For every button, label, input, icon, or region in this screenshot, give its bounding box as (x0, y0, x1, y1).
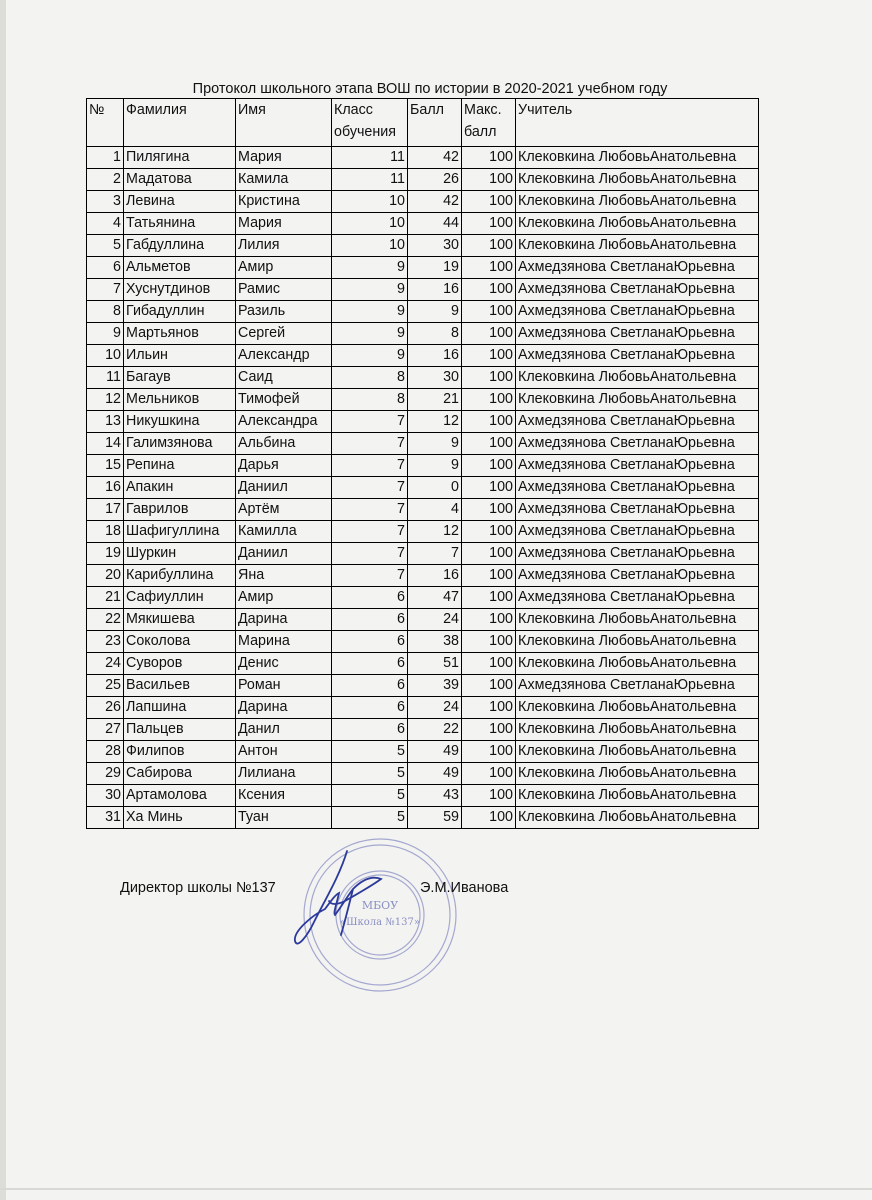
table-row (87, 565, 759, 587)
cell-max-score: 100 (462, 323, 516, 345)
cell-class: 9 (332, 323, 408, 345)
cell-max-score: 100 (462, 279, 516, 301)
cell-num: 21 (87, 587, 124, 609)
cell-score: 9 (408, 301, 462, 323)
header-class-line2: обучения (334, 124, 396, 140)
cell-class: 7 (332, 455, 408, 477)
cell-score: 44 (408, 213, 462, 235)
cell-max-score: 100 (462, 367, 516, 389)
cell-num: 10 (87, 345, 124, 367)
cell-score: 24 (408, 697, 462, 719)
cell-last-name: Гибадуллин (124, 301, 236, 323)
header-score: Балл (408, 99, 462, 147)
cell-max-score: 100 (462, 675, 516, 697)
cell-class: 10 (332, 235, 408, 257)
cell-class: 6 (332, 587, 408, 609)
cell-first-name: Александра (236, 411, 332, 433)
cell-class: 9 (332, 279, 408, 301)
cell-last-name: Ха Минь (124, 807, 236, 829)
table-header-row (87, 99, 759, 147)
cell-last-name: Мякишева (124, 609, 236, 631)
table-row (87, 763, 759, 785)
header-last-name: Фамилия (124, 99, 236, 147)
cell-class: 5 (332, 763, 408, 785)
cell-num: 7 (87, 279, 124, 301)
cell-score: 51 (408, 653, 462, 675)
cell-first-name: Антон (236, 741, 332, 763)
cell-teacher: Ахмедзянова СветланаЮрьевна (516, 257, 759, 279)
director-name: Э.М.Иванова (420, 880, 509, 896)
cell-last-name: Мартьянов (124, 323, 236, 345)
cell-last-name: Мельников (124, 389, 236, 411)
cell-class: 6 (332, 675, 408, 697)
cell-last-name: Карибуллина (124, 565, 236, 587)
page-edge (0, 0, 6, 1200)
table-row (87, 169, 759, 191)
cell-score: 16 (408, 565, 462, 587)
stamp-center-text-2: «Школа №137» (340, 917, 420, 928)
table-row (87, 213, 759, 235)
table-row (87, 411, 759, 433)
cell-teacher: Ахмедзянова СветланаЮрьевна (516, 477, 759, 499)
cell-first-name: Саид (236, 367, 332, 389)
cell-teacher: Ахмедзянова СветланаЮрьевна (516, 345, 759, 367)
cell-max-score: 100 (462, 191, 516, 213)
table-row (87, 279, 759, 301)
cell-class: 10 (332, 213, 408, 235)
cell-last-name: Сафиуллин (124, 587, 236, 609)
cell-last-name: Васильев (124, 675, 236, 697)
cell-last-name: Сабирова (124, 763, 236, 785)
cell-class: 6 (332, 653, 408, 675)
cell-first-name: Амир (236, 587, 332, 609)
header-class (332, 99, 408, 147)
table-row (87, 389, 759, 411)
cell-max-score: 100 (462, 147, 516, 169)
cell-teacher: Клековкина ЛюбовьАнатольевна (516, 367, 759, 389)
cell-score: 9 (408, 433, 462, 455)
table-row (87, 301, 759, 323)
cell-max-score: 100 (462, 433, 516, 455)
cell-last-name: Ильин (124, 345, 236, 367)
cell-class: 7 (332, 565, 408, 587)
cell-teacher: Ахмедзянова СветланаЮрьевна (516, 279, 759, 301)
cell-first-name: Камила (236, 169, 332, 191)
cell-num: 3 (87, 191, 124, 213)
cell-first-name: Туан (236, 807, 332, 829)
cell-teacher: Ахмедзянова СветланаЮрьевна (516, 301, 759, 323)
cell-score: 19 (408, 257, 462, 279)
cell-max-score: 100 (462, 411, 516, 433)
cell-max-score: 100 (462, 697, 516, 719)
cell-max-score: 100 (462, 235, 516, 257)
cell-last-name: Хуснутдинов (124, 279, 236, 301)
cell-class: 7 (332, 521, 408, 543)
cell-last-name: Суворов (124, 653, 236, 675)
cell-max-score: 100 (462, 785, 516, 807)
cell-first-name: Роман (236, 675, 332, 697)
handwritten-signature (285, 845, 395, 955)
cell-score: 22 (408, 719, 462, 741)
cell-first-name: Рамис (236, 279, 332, 301)
cell-class: 5 (332, 785, 408, 807)
cell-num: 23 (87, 631, 124, 653)
table-row (87, 323, 759, 345)
cell-class: 5 (332, 741, 408, 763)
cell-class: 8 (332, 389, 408, 411)
cell-score: 26 (408, 169, 462, 191)
cell-first-name: Дарина (236, 697, 332, 719)
cell-num: 18 (87, 521, 124, 543)
cell-score: 7 (408, 543, 462, 565)
cell-class: 11 (332, 147, 408, 169)
cell-score: 59 (408, 807, 462, 829)
cell-first-name: Лилия (236, 235, 332, 257)
table-row (87, 609, 759, 631)
cell-last-name: Пилягина (124, 147, 236, 169)
cell-teacher: Ахмедзянова СветланаЮрьевна (516, 587, 759, 609)
cell-score: 21 (408, 389, 462, 411)
cell-score: 8 (408, 323, 462, 345)
cell-max-score: 100 (462, 807, 516, 829)
cell-last-name: Филипов (124, 741, 236, 763)
cell-first-name: Сергей (236, 323, 332, 345)
cell-teacher: Клековкина ЛюбовьАнатольевна (516, 191, 759, 213)
cell-first-name: Мария (236, 147, 332, 169)
cell-max-score: 100 (462, 741, 516, 763)
document-title: Протокол школьного этапа ВОШ по истории в 2020-2021 учебном году (192, 81, 668, 97)
cell-last-name: Никушкина (124, 411, 236, 433)
cell-first-name: Данил (236, 719, 332, 741)
cell-first-name: Альбина (236, 433, 332, 455)
director-title: Директор школы №137 (120, 880, 276, 896)
table-row (87, 345, 759, 367)
cell-max-score: 100 (462, 301, 516, 323)
cell-first-name: Дарина (236, 609, 332, 631)
page-bottom-edge (0, 1188, 872, 1190)
table-row (87, 653, 759, 675)
cell-teacher: Клековкина ЛюбовьАнатольевна (516, 763, 759, 785)
cell-score: 12 (408, 411, 462, 433)
cell-num: 24 (87, 653, 124, 675)
table-row (87, 147, 759, 169)
cell-teacher: Ахмедзянова СветланаЮрьевна (516, 411, 759, 433)
header-class-line1: Класс (334, 102, 373, 118)
cell-class: 6 (332, 697, 408, 719)
cell-num: 5 (87, 235, 124, 257)
cell-teacher: Клековкина ЛюбовьАнатольевна (516, 741, 759, 763)
header-max-score (462, 99, 516, 147)
cell-teacher: Клековкина ЛюбовьАнатольевна (516, 785, 759, 807)
cell-last-name: Соколова (124, 631, 236, 653)
cell-teacher: Ахмедзянова СветланаЮрьевна (516, 675, 759, 697)
cell-max-score: 100 (462, 169, 516, 191)
cell-class: 5 (332, 807, 408, 829)
cell-first-name: Артём (236, 499, 332, 521)
cell-teacher: Клековкина ЛюбовьАнатольевна (516, 147, 759, 169)
cell-max-score: 100 (462, 477, 516, 499)
cell-last-name: Пальцев (124, 719, 236, 741)
cell-max-score: 100 (462, 345, 516, 367)
cell-max-score: 100 (462, 609, 516, 631)
cell-score: 12 (408, 521, 462, 543)
cell-num: 20 (87, 565, 124, 587)
cell-class: 9 (332, 345, 408, 367)
cell-first-name: Дарья (236, 455, 332, 477)
cell-last-name: Альметов (124, 257, 236, 279)
cell-num: 26 (87, 697, 124, 719)
cell-num: 6 (87, 257, 124, 279)
table-row (87, 785, 759, 807)
cell-max-score: 100 (462, 389, 516, 411)
cell-last-name: Галимзянова (124, 433, 236, 455)
header-teacher: Учитель (516, 99, 759, 147)
cell-score: 30 (408, 367, 462, 389)
cell-first-name: Мария (236, 213, 332, 235)
results-table (86, 98, 759, 829)
cell-num: 30 (87, 785, 124, 807)
cell-max-score: 100 (462, 499, 516, 521)
cell-first-name: Марина (236, 631, 332, 653)
cell-last-name: Лапшина (124, 697, 236, 719)
cell-class: 8 (332, 367, 408, 389)
cell-first-name: Ксения (236, 785, 332, 807)
cell-first-name: Амир (236, 257, 332, 279)
cell-teacher: Ахмедзянова СветланаЮрьевна (516, 521, 759, 543)
header-max-line2: балл (464, 124, 497, 140)
table-body (87, 147, 759, 829)
cell-last-name: Гаврилов (124, 499, 236, 521)
cell-class: 6 (332, 609, 408, 631)
cell-class: 9 (332, 301, 408, 323)
cell-first-name: Разиль (236, 301, 332, 323)
cell-max-score: 100 (462, 653, 516, 675)
cell-teacher: Клековкина ЛюбовьАнатольевна (516, 169, 759, 191)
cell-class: 7 (332, 499, 408, 521)
table-row (87, 807, 759, 829)
table-row (87, 257, 759, 279)
table-row (87, 587, 759, 609)
cell-num: 17 (87, 499, 124, 521)
cell-class: 7 (332, 411, 408, 433)
cell-score: 42 (408, 191, 462, 213)
cell-max-score: 100 (462, 587, 516, 609)
cell-last-name: Багаув (124, 367, 236, 389)
cell-score: 39 (408, 675, 462, 697)
table-row (87, 543, 759, 565)
cell-score: 16 (408, 279, 462, 301)
table-row (87, 367, 759, 389)
cell-last-name: Мадатова (124, 169, 236, 191)
cell-score: 49 (408, 741, 462, 763)
cell-num: 12 (87, 389, 124, 411)
table-row (87, 433, 759, 455)
cell-teacher: Ахмедзянова СветланаЮрьевна (516, 433, 759, 455)
cell-num: 19 (87, 543, 124, 565)
cell-first-name: Даниил (236, 543, 332, 565)
cell-score: 38 (408, 631, 462, 653)
cell-num: 14 (87, 433, 124, 455)
cell-max-score: 100 (462, 719, 516, 741)
cell-teacher: Ахмедзянова СветланаЮрьевна (516, 455, 759, 477)
cell-score: 42 (408, 147, 462, 169)
cell-class: 11 (332, 169, 408, 191)
cell-score: 16 (408, 345, 462, 367)
cell-first-name: Кристина (236, 191, 332, 213)
table-row (87, 521, 759, 543)
cell-class: 7 (332, 477, 408, 499)
table-row (87, 697, 759, 719)
table-row (87, 631, 759, 653)
cell-class: 6 (332, 631, 408, 653)
cell-num: 16 (87, 477, 124, 499)
cell-teacher: Ахмедзянова СветланаЮрьевна (516, 543, 759, 565)
cell-score: 24 (408, 609, 462, 631)
cell-num: 4 (87, 213, 124, 235)
header-num: № (87, 99, 124, 147)
cell-score: 49 (408, 763, 462, 785)
cell-num: 9 (87, 323, 124, 345)
table-row (87, 499, 759, 521)
cell-score: 47 (408, 587, 462, 609)
cell-score: 43 (408, 785, 462, 807)
table-row (87, 675, 759, 697)
cell-teacher: Клековкина ЛюбовьАнатольевна (516, 807, 759, 829)
table-row (87, 235, 759, 257)
cell-max-score: 100 (462, 521, 516, 543)
cell-num: 27 (87, 719, 124, 741)
cell-score: 0 (408, 477, 462, 499)
cell-max-score: 100 (462, 565, 516, 587)
cell-num: 1 (87, 147, 124, 169)
cell-class: 10 (332, 191, 408, 213)
cell-teacher: Клековкина ЛюбовьАнатольевна (516, 609, 759, 631)
cell-class: 7 (332, 433, 408, 455)
table-row (87, 741, 759, 763)
cell-score: 30 (408, 235, 462, 257)
signature-block (120, 880, 540, 900)
cell-class: 9 (332, 257, 408, 279)
cell-last-name: Левина (124, 191, 236, 213)
cell-max-score: 100 (462, 763, 516, 785)
table-row (87, 477, 759, 499)
table-row (87, 719, 759, 741)
cell-teacher: Клековкина ЛюбовьАнатольевна (516, 389, 759, 411)
cell-teacher: Клековкина ЛюбовьАнатольевна (516, 631, 759, 653)
cell-num: 11 (87, 367, 124, 389)
header-max-line1: Макс. (464, 102, 502, 118)
cell-class: 7 (332, 543, 408, 565)
cell-teacher: Ахмедзянова СветланаЮрьевна (516, 323, 759, 345)
cell-num: 15 (87, 455, 124, 477)
cell-num: 28 (87, 741, 124, 763)
cell-teacher: Клековкина ЛюбовьАнатольевна (516, 653, 759, 675)
cell-score: 4 (408, 499, 462, 521)
cell-class: 6 (332, 719, 408, 741)
cell-max-score: 100 (462, 213, 516, 235)
table-row (87, 455, 759, 477)
cell-first-name: Камилла (236, 521, 332, 543)
cell-first-name: Тимофей (236, 389, 332, 411)
cell-first-name: Яна (236, 565, 332, 587)
cell-num: 2 (87, 169, 124, 191)
cell-teacher: Клековкина ЛюбовьАнатольевна (516, 213, 759, 235)
cell-last-name: Артамолова (124, 785, 236, 807)
cell-first-name: Даниил (236, 477, 332, 499)
header-first-name: Имя (236, 99, 332, 147)
cell-teacher: Клековкина ЛюбовьАнатольевна (516, 719, 759, 741)
cell-teacher: Ахмедзянова СветланаЮрьевна (516, 565, 759, 587)
cell-num: 25 (87, 675, 124, 697)
cell-teacher: Ахмедзянова СветланаЮрьевна (516, 499, 759, 521)
cell-teacher: Клековкина ЛюбовьАнатольевна (516, 697, 759, 719)
cell-last-name: Татьянина (124, 213, 236, 235)
cell-last-name: Габдуллина (124, 235, 236, 257)
cell-num: 31 (87, 807, 124, 829)
cell-max-score: 100 (462, 631, 516, 653)
cell-num: 22 (87, 609, 124, 631)
cell-last-name: Шафигуллина (124, 521, 236, 543)
cell-last-name: Шуркин (124, 543, 236, 565)
stamp-center-text-1: МБОУ (361, 899, 399, 912)
cell-score: 9 (408, 455, 462, 477)
cell-last-name: Репина (124, 455, 236, 477)
cell-num: 8 (87, 301, 124, 323)
cell-first-name: Александр (236, 345, 332, 367)
cell-teacher: Клековкина ЛюбовьАнатольевна (516, 235, 759, 257)
cell-max-score: 100 (462, 543, 516, 565)
cell-num: 29 (87, 763, 124, 785)
cell-max-score: 100 (462, 455, 516, 477)
cell-first-name: Лилиана (236, 763, 332, 785)
cell-max-score: 100 (462, 257, 516, 279)
cell-first-name: Денис (236, 653, 332, 675)
cell-num: 13 (87, 411, 124, 433)
cell-last-name: Апакин (124, 477, 236, 499)
table-row (87, 191, 759, 213)
